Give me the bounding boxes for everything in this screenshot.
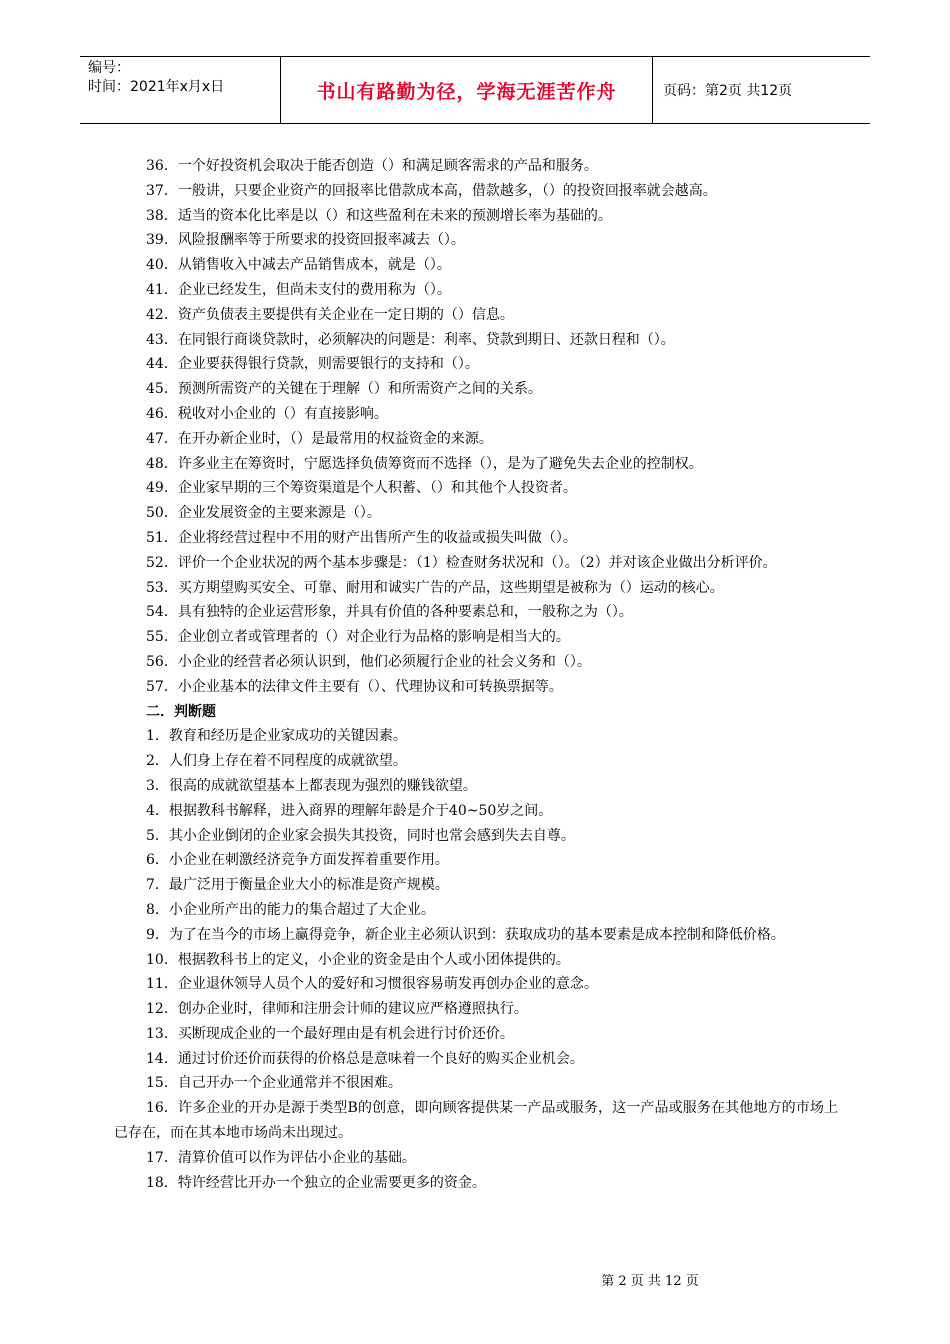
header-meta [80, 57, 281, 123]
judgment-item: 5．其小企业倒闭的企业家会损失其投资，同时也常会感到失去自尊。 [146, 827, 575, 844]
question-item: 42．资产负债表主要提供有关企业在一定日期的（）信息。 [146, 306, 514, 323]
question-item: 40．从销售收入中减去产品销售成本，就是（）。 [146, 257, 451, 274]
question-item: 36．一个好投资机会取决于能否创造（）和满足顾客需求的产品和服务。 [146, 158, 598, 174]
page-header [80, 56, 870, 124]
judgment-item: 18．特许经营比开办一个独立的企业需要更多的资金。 [146, 1174, 486, 1191]
question-item: 52．评价一个企业状况的两个基本步骤是：（1）检查财务状况和（）。（2）并对该企业做出分析评价。 [146, 554, 777, 571]
question-item: 48．许多业主在筹资时，宁愿选择负债筹资而不选择（），是为了避免失去企业的控制权。 [146, 455, 703, 472]
judgment-list [114, 724, 838, 1195]
judgment-item: 11．企业退休领导人员个人的爱好和习惯很容易萌发再创办企业的意念。 [146, 976, 598, 993]
judgment-item: 16．许多企业的开办是源于类型B的创意，即向顾客提供某一产品或服务，这一产品或服务在其他地方的市场上已存在，而在其本地市场尚未出现过。 [114, 1100, 838, 1142]
document-body [114, 154, 838, 1195]
question-list [114, 154, 838, 700]
judgment-item: 3．很高的成就欲望基本上都表现为强烈的赚钱欲望。 [146, 777, 477, 794]
question-item: 50．企业发展资金的主要来源是（）。 [146, 505, 381, 522]
judgment-item: 14．通过讨价还价而获得的价格总是意味着一个良好的购买企业机会。 [146, 1050, 584, 1067]
section-title-judgment: 二．判断题 [146, 703, 216, 720]
judgment-item: 10．根据教科书上的定义，小企业的资金是由个人或小团体提供的。 [146, 951, 570, 968]
judgment-item: 2．人们身上存在着不同程度的成就欲望。 [146, 753, 407, 770]
page-footer: 第 2 页 共 12 页 [601, 1274, 699, 1289]
document-number-label: 编号： [88, 60, 130, 76]
question-item: 43．在同银行商谈贷款时，必须解决的问题是：利率、贷款到期日、还款日程和（）。 [146, 331, 675, 348]
question-item: 55．企业创立者或管理者的（）对企业行为品格的影响是相当大的。 [146, 629, 570, 646]
question-item: 39．风险报酬率等于所要求的投资回报率减去（）。 [146, 232, 465, 249]
question-item: 49．企业家早期的三个筹资渠道是个人积蓄、（）和其他个人投资者。 [146, 480, 577, 497]
question-item: 45．预测所需资产的关键在于理解（）和所需资产之间的关系。 [146, 381, 542, 398]
question-item: 47．在开办新企业时，（）是最常用的权益资金的来源。 [146, 430, 493, 447]
judgment-item: 17．清算价值可以作为评估小企业的基础。 [146, 1149, 416, 1166]
judgment-item: 15．自己开办一个企业通常并不很困难。 [146, 1075, 402, 1092]
question-item: 46．税收对小企业的（）有直接影响。 [146, 405, 388, 422]
judgment-item: 1．教育和经历是企业家成功的关键因素。 [146, 728, 407, 745]
header-page-info: 页码：第2页 共12页 [663, 83, 793, 99]
judgment-item: 7．最广泛用于衡量企业大小的标准是资产规模。 [146, 877, 449, 894]
judgment-item: 6．小企业在刺激经济竞争方面发挥着重要作用。 [146, 852, 449, 869]
question-item: 51．企业将经营过程中不用的财产出售所产生的收益或损失叫做（）。 [146, 529, 577, 546]
question-item: 41．企业已经发生，但尚未支付的费用称为（）。 [146, 281, 451, 298]
judgment-item: 12．创办企业时，律师和注册会计师的建议应严格遵照执行。 [146, 1001, 528, 1018]
question-item: 56．小企业的经营者必须认识到，他们必须履行企业的社会义务和（）。 [146, 653, 591, 670]
header-motto: 书山有路勤为径，学海无涯苦作舟 [281, 57, 653, 123]
judgment-item: 8．小企业所产出的能力的集合超过了大企业。 [146, 901, 435, 918]
question-item: 38．适当的资本化比率是以（）和这些盈利在未来的预测增长率为基础的。 [146, 207, 612, 224]
judgment-item: 4．根据教科书解释，进入商界的理解年龄是介于40~50岁之间。 [146, 802, 553, 819]
question-item: 54．具有独特的企业运营形象，并具有价值的各种要素总和，一般称之为（）。 [146, 604, 633, 621]
question-item: 57．小企业基本的法律文件主要有（）、代理协议和可转换票据等。 [146, 678, 563, 695]
question-item: 44．企业要获得银行贷款，则需要银行的支持和（）。 [146, 356, 479, 373]
judgment-item: 9．为了在当今的市场上赢得竞争，新企业主必须认识到：获取成功的基本要素是成本控制和降低价格。 [146, 926, 785, 943]
question-item: 37．一般讲，只要企业资产的回报率比借款成本高，借款越多，（）的投资回报率就会越高。 [146, 182, 717, 199]
question-item: 53．买方期望购买安全、可靠、耐用和诚实广告的产品，这些期望是被称为（）运动的核心。 [146, 579, 724, 596]
judgment-item: 13．买断现成企业的一个最好理由是有机会进行讨价还价。 [146, 1025, 514, 1042]
document-time-label: 时间：2021年x月x日 [88, 79, 225, 95]
